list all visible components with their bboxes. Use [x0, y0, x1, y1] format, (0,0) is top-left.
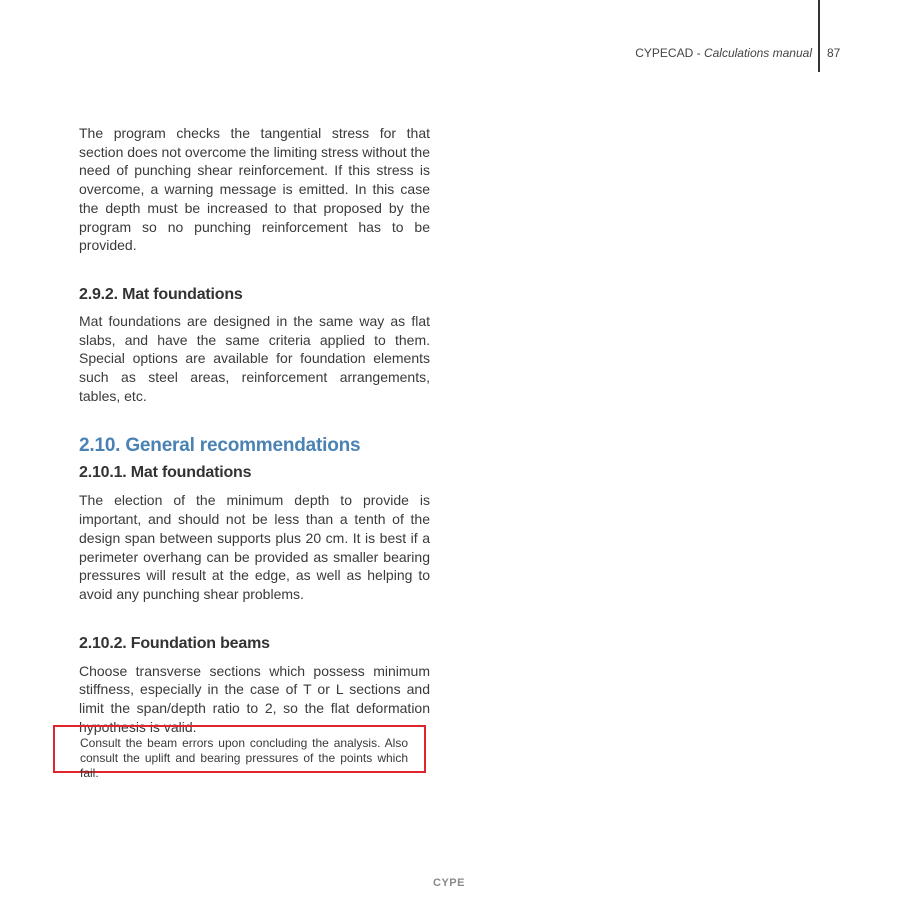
mat-foundations-paragraph: Mat foundations are designed in the same way as flat slabs, and have the same criteria applied to them. Special options are available for foundation elements such as steel areas, reinforcement arrangements, tables, etc.: [79, 312, 430, 404]
header-separator: -: [693, 46, 704, 60]
header-manual-title: Calculations manual: [703, 46, 812, 60]
heading-2-10-2: 2.10.2. Foundation beams: [79, 634, 270, 652]
footer-brand: CYPE: [433, 877, 465, 889]
foundation-beams-paragraph: Choose transverse sections which possess minimum stiffness, especially in the case of T or L sections and limit the span/depth ratio to 2, so the flat deformation hypothesis is valid.: [79, 662, 430, 735]
heading-2-10-1: 2.10.1. Mat foundations: [79, 464, 252, 482]
header-product: CYPECAD: [635, 46, 694, 60]
page-number: 87: [827, 46, 841, 60]
note-box: [53, 725, 426, 781]
heading-2-10: 2.10. General recommendations: [79, 435, 361, 457]
mat-foundations-recommendation-paragraph: The election of the minimum depth to provide is important, and should not be less than a tenth of the design span between supports plus 20 cm. It is best if a perimeter overhang can be provided as smaller bearing pressures will result at the edge, as well as helping to avoid any punching shear problems.: [79, 492, 430, 602]
running-header: [635, 46, 812, 60]
intro-paragraph: The program checks the tangential stress for that section does not overcome the limiting stress without the need of punching shear reinforcement. If this stress is overcome, a warning message is emitted. In this case the depth must be increased to that proposed by the program so no punching reinforcement has to be provided.: [79, 125, 430, 254]
note-text: Consult the beam errors upon concluding the analysis. Also consult the uplift and bearing pressures of the points which fail.: [80, 736, 408, 781]
main-content: [79, 124, 430, 736]
header-divider: [818, 0, 820, 72]
heading-2-9-2: 2.9.2. Mat foundations: [79, 285, 243, 303]
